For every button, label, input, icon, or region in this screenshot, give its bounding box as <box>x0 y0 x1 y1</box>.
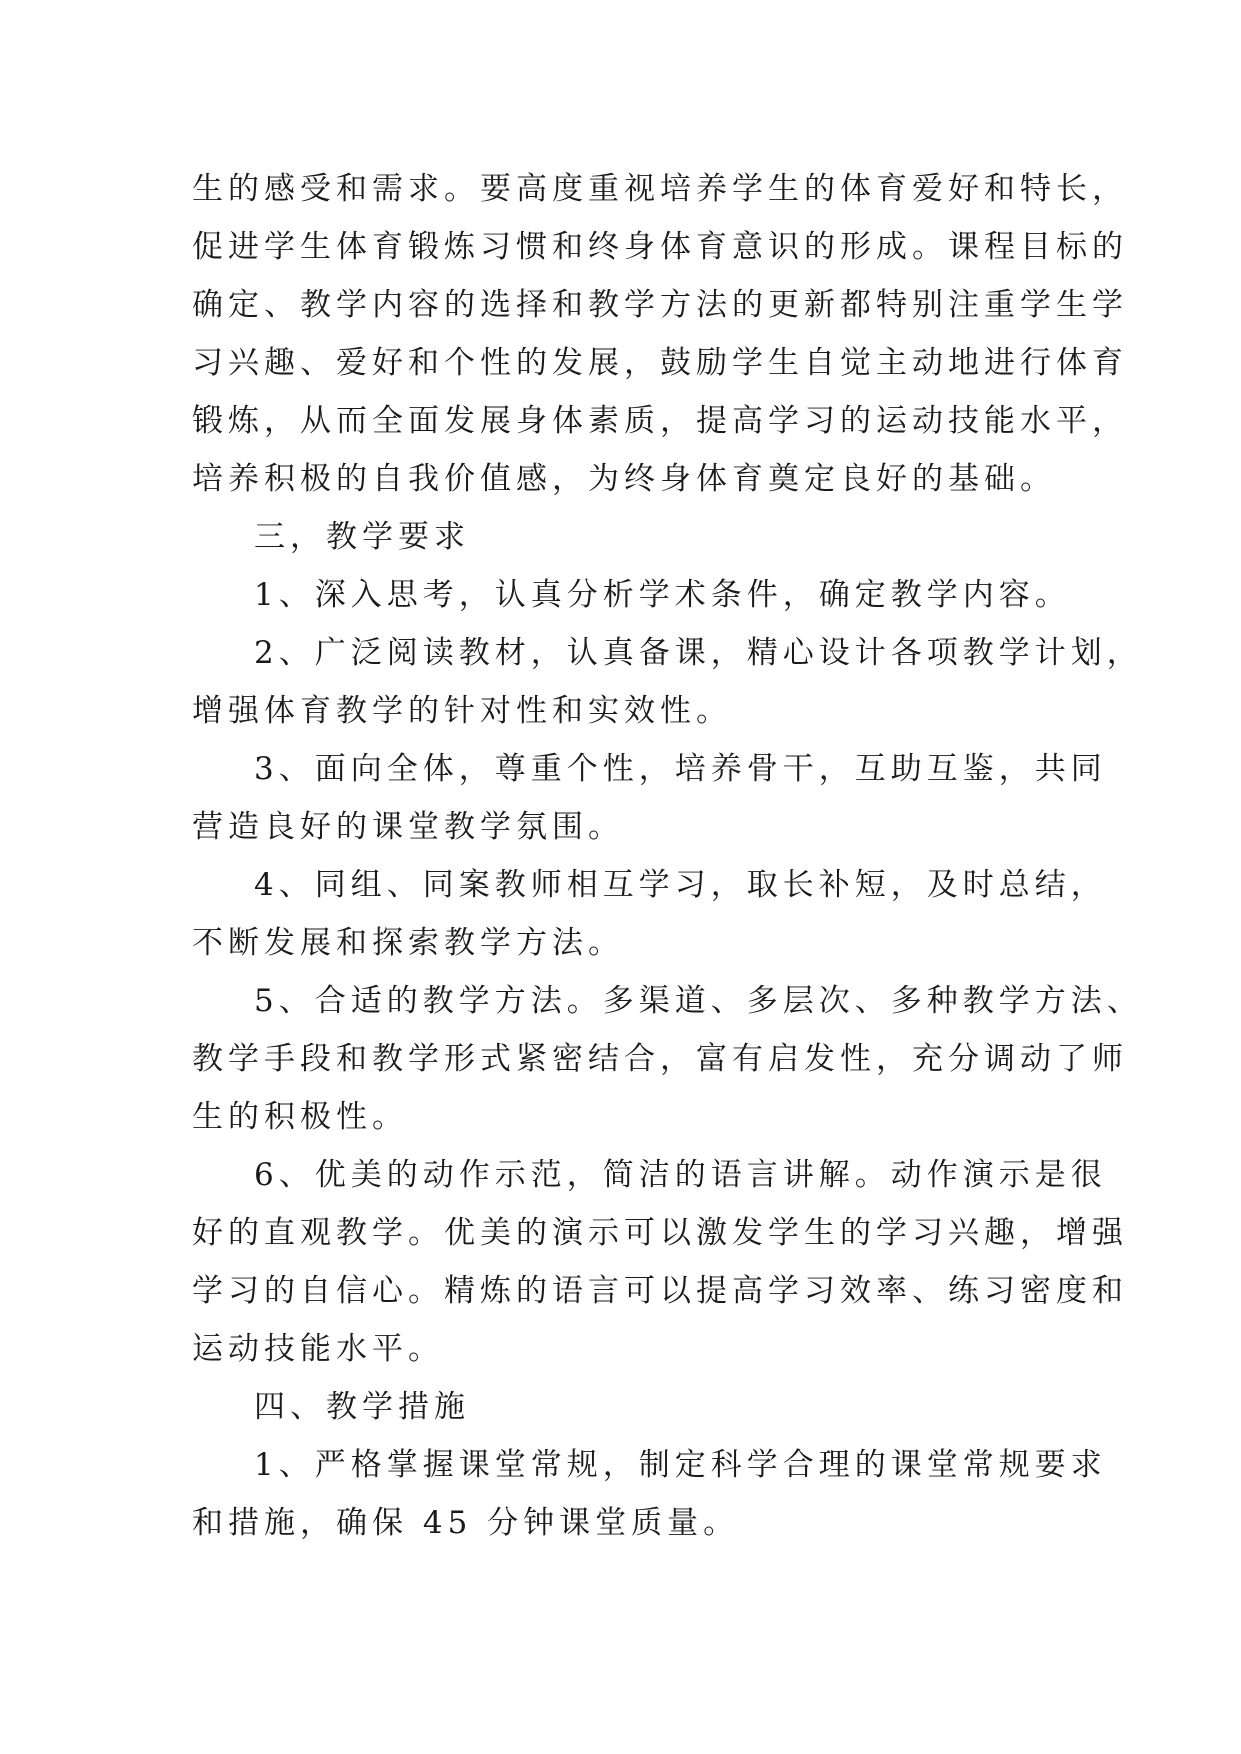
text-line: 1、严格掌握课堂常规，制定科学合理的课堂常规要求 <box>254 1447 1107 1483</box>
text-line: 生的积极性。 <box>192 1099 408 1135</box>
text-line: 三，教学要求 <box>254 519 470 555</box>
text-line: 习兴趣、爱好和个性的发展，鼓励学生自觉主动地进行体育 <box>192 345 1128 381</box>
text-line: 5、合适的教学方法。多渠道、多层次、多种教学方法、 <box>254 983 1143 1019</box>
text-line: 促进学生体育锻炼习惯和终身体育意识的形成。课程目标的 <box>192 229 1128 265</box>
text-line: 2、广泛阅读教材，认真备课，精心设计各项教学计划， <box>254 635 1143 671</box>
text-line: 增强体育教学的针对性和实效性。 <box>192 693 732 729</box>
text-line: 培养积极的自我价值感，为终身体育奠定良好的基础。 <box>192 461 1056 497</box>
text-line: 教学手段和教学形式紧密结合，富有启发性，充分调动了师 <box>192 1041 1128 1077</box>
text-line: 确定、教学内容的选择和教学方法的更新都特别注重学生学 <box>192 287 1128 323</box>
text-line: 好的直观教学。优美的演示可以激发学生的学习兴趣，增强 <box>192 1215 1128 1251</box>
text-line: 锻炼，从而全面发展身体素质，提高学习的运动技能水平， <box>192 403 1128 439</box>
text-line: 和措施，确保 45 分钟课堂质量。 <box>192 1505 740 1541</box>
text-line: 学习的自信心。精炼的语言可以提高学习效率、练习密度和 <box>192 1273 1128 1309</box>
text-line: 四、教学措施 <box>254 1389 470 1425</box>
text-line: 营造良好的课堂教学氛围。 <box>192 809 624 845</box>
text-line: 4、同组、同案教师相互学习，取长补短，及时总结， <box>254 867 1107 903</box>
text-line: 生的感受和需求。要高度重视培养学生的体育爱好和特长， <box>192 171 1128 207</box>
text-line: 3、面向全体，尊重个性，培养骨干，互助互鉴，共同 <box>254 751 1107 787</box>
document-body <box>192 160 1143 1552</box>
text-line: 运动技能水平。 <box>192 1331 444 1367</box>
text-line: 1、深入思考，认真分析学术条件，确定教学内容。 <box>254 577 1071 613</box>
text-line: 不断发展和探索教学方法。 <box>192 925 624 961</box>
text-line: 6、优美的动作示范，简洁的语言讲解。动作演示是很 <box>254 1157 1107 1193</box>
